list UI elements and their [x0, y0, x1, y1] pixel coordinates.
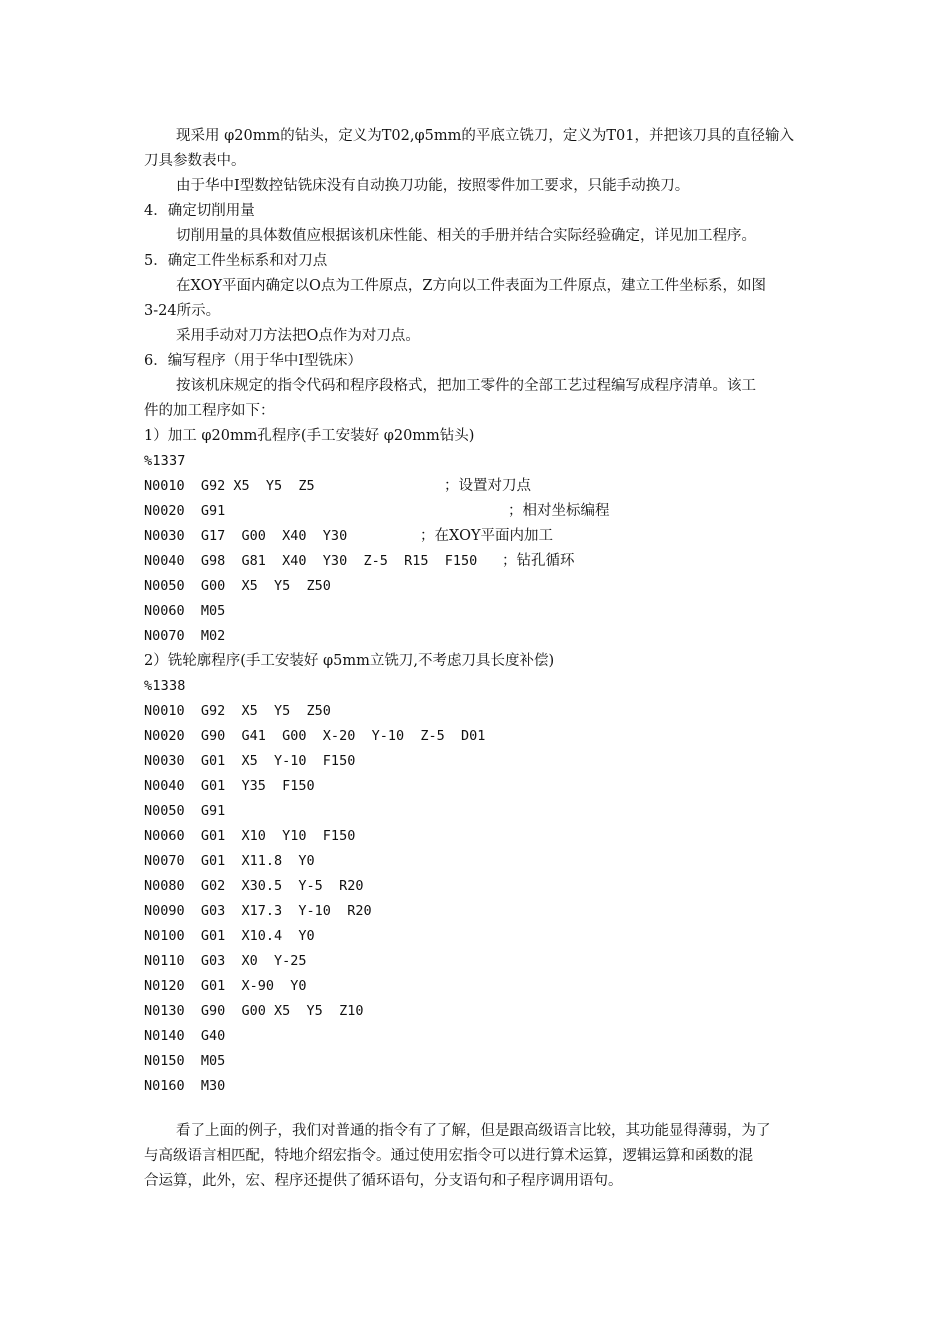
paragraph-macro-intro: 看了上面的例子，我们对普通的指令有了了解，但是跟高级语言比较，其功能显得薄弱，为了 — [176, 1123, 771, 1139]
paragraph-manual-tool-change: 由于华中Ⅰ型数控钻铣床没有自动换刀功能，按照零件加工要求，只能手动换刀。 — [176, 178, 690, 194]
program-code: N0060 G01 X10 Y10 F150 — [144, 828, 356, 844]
program-number: %1337 — [144, 453, 186, 469]
program-code: N0050 G91 — [144, 803, 226, 819]
program-code: N0120 G01 X-90 Y0 — [144, 978, 307, 994]
paragraph-macro-intro-cont: 与高级语言相匹配，特地介绍宏指令。通过使用宏指令可以进行算术运算，逻辑运算和函数的混 — [144, 1148, 753, 1164]
program-code: N0020 G90 G41 G00 X-20 Y-10 Z-5 D01 — [144, 728, 486, 744]
program-code: N0100 G01 X10.4 Y0 — [144, 928, 315, 944]
program-code: N0010 G92 X5 Y5 Z5 — [144, 478, 315, 494]
program-code: N0070 G01 X11.8 Y0 — [144, 853, 315, 869]
program-code: N0010 G92 X5 Y5 Z50 — [144, 703, 331, 719]
program-code: N0030 G01 X5 Y-10 F150 — [144, 753, 356, 769]
program-code: N0110 G03 X0 Y-25 — [144, 953, 307, 969]
program-comment: ；相对坐标编程 — [508, 503, 610, 519]
program-code: N0020 G91 — [144, 503, 226, 519]
program-comment: ；钻孔循环 — [502, 553, 575, 569]
program-code: N0140 G40 — [144, 1028, 226, 1044]
program-code: N0050 G00 X5 Y5 Z50 — [144, 578, 331, 594]
program-code: N0130 G90 G00 X5 Y5 Z10 — [144, 1003, 364, 1019]
paragraph-coordinate-system-cont: 3-24所示。 — [144, 303, 221, 319]
paragraph-cutting-parameters: 切削用量的具体数值应根据该机床性能、相关的手册并结合实际经验确定，详见加工程序。 — [176, 228, 756, 244]
section-heading-write-program: 6．编写程序（用于华中Ⅰ型铣床） — [144, 353, 362, 369]
paragraph-tool-definition: 现采用 φ20mm的钻头，定义为T02,φ5mm的平底立铣刀，定义为T01，并把该刀具的直径输入 — [176, 128, 794, 144]
program-number: %1338 — [144, 678, 186, 694]
program-code: N0030 G17 G00 X40 Y30 — [144, 528, 348, 544]
program-code: N0070 M02 — [144, 628, 226, 644]
paragraph-coordinate-system: 在XOY平面内确定以O点为工件原点，Z方向以工件表面为工件原点，建立工件坐标系，如图 — [176, 278, 766, 294]
program-code: N0080 G02 X30.5 Y-5 R20 — [144, 878, 364, 894]
paragraph-program-intro: 按该机床规定的指令代码和程序段格式，把加工零件的全部工艺过程编写成程序清单。该工 — [176, 378, 756, 394]
program-code: N0090 G03 X17.3 Y-10 R20 — [144, 903, 372, 919]
paragraph-macro-intro-end: 合运算，此外，宏、程序还提供了循环语句，分支语句和子程序调用语句。 — [144, 1173, 623, 1189]
paragraph-tool-definition-cont: 刀具参数表中。 — [144, 153, 246, 169]
section-heading-cutting-parameters: 4．确定切削用量 — [144, 203, 255, 219]
program-code: N0040 G01 Y35 F150 — [144, 778, 315, 794]
program-code: N0160 M30 — [144, 1078, 226, 1094]
program-comment: ；设置对刀点 — [444, 478, 531, 494]
program-code: N0150 M05 — [144, 1053, 226, 1069]
program-code: N0040 G98 G81 X40 Y30 Z-5 R15 F150 — [144, 553, 478, 569]
subheading-contour-milling-program: 2）铣轮廓程序(手工安装好 φ5mm立铣刀,不考虑刀具长度补偿) — [144, 653, 555, 669]
paragraph-tool-setting-point: 采用手动对刀方法把O点作为对刀点。 — [176, 328, 420, 344]
section-heading-coordinate-system: 5．确定工件坐标系和对刀点 — [144, 253, 328, 269]
subheading-drilling-program: 1）加工 φ20mm孔程序(手工安装好 φ20mm钻头) — [144, 428, 475, 444]
paragraph-program-intro-cont: 件的加工程序如下： — [144, 403, 275, 419]
program-code: N0060 M05 — [144, 603, 226, 619]
program-comment: ；在XOY平面内加工 — [420, 528, 554, 544]
